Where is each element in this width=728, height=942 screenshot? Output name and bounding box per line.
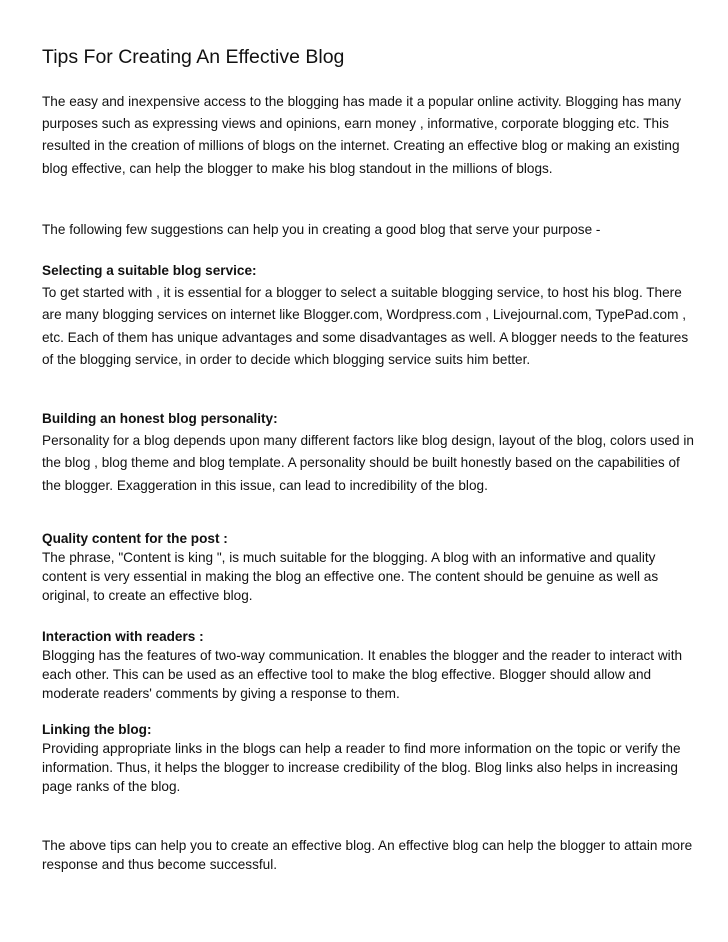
conclusion-paragraph: The above tips can help you to create an effective blog. An effective blog can help the blogger to attain more response and thus become successful. [42, 838, 693, 872]
section-body: The phrase, "Content is king ", is much suitable for the blogging. A blog with an informative and quality content is very essential in making the blog an effective one. The content should be genuine as well as original, to create an effective blog. [42, 550, 659, 603]
section-heading: Building an honest blog personality: [42, 411, 278, 426]
section-blog-service [42, 260, 694, 371]
section-interaction-readers [42, 627, 694, 703]
section-body: Personality for a blog depends upon many different factors like blog design, layout of the blog, colors used in the blog , blog theme and blog template. A personality should be built honestly based on the capabilities of the blogger. Exaggeration in this issue, can lead to incredibility of the blog. [42, 433, 694, 493]
lead-in-paragraph: The following few suggestions can help you in creating a good blog that serve your purpose - [42, 222, 601, 237]
document-title: Tips For Creating An Effective Blog [42, 46, 345, 68]
section-body: Blogging has the features of two-way communication. It enables the blogger and the reader to interact with each other. This can be used as an effective tool to make the blog effective. Blogger should allow and moderate readers' comments by giving a response to them. [42, 648, 683, 701]
section-heading: Interaction with readers : [42, 629, 204, 644]
section-blog-personality [42, 408, 694, 497]
section-quality-content [42, 529, 694, 605]
section-body: Providing appropriate links in the blogs can help a reader to find more information on the topic or verify the information. Thus, it helps the blogger to increase credibility of the blog. Blog links also helps in increasing page ranks of the blog. [42, 741, 681, 794]
section-heading: Quality content for the post : [42, 531, 228, 546]
intro-paragraph: The easy and inexpensive access to the blogging has made it a popular online activity. Blogging has many purposes such as expressing views and opinions, earn money , informative, corporate blogging etc. This resulted in the creation of millions of blogs on the internet. Creating an effective blog or making an existing blog effective, can help the blogger to make his blog standout in the millions of blogs. [42, 94, 682, 176]
section-heading: Selecting a suitable blog service: [42, 263, 257, 278]
section-body: To get started with , it is essential for a blogger to select a suitable blogging service, to host his blog. There are many blogging services on internet like Blogger.com, Wordpress.com , Livejournal.com, TypePad.com , etc. Each of them has unique advantages and some disadvantages as well. A blogger needs to the features of the blogging service, in order to decide which blogging service suits him better. [42, 285, 689, 367]
section-heading: Linking the blog: [42, 722, 152, 737]
section-linking-blog [42, 720, 694, 796]
